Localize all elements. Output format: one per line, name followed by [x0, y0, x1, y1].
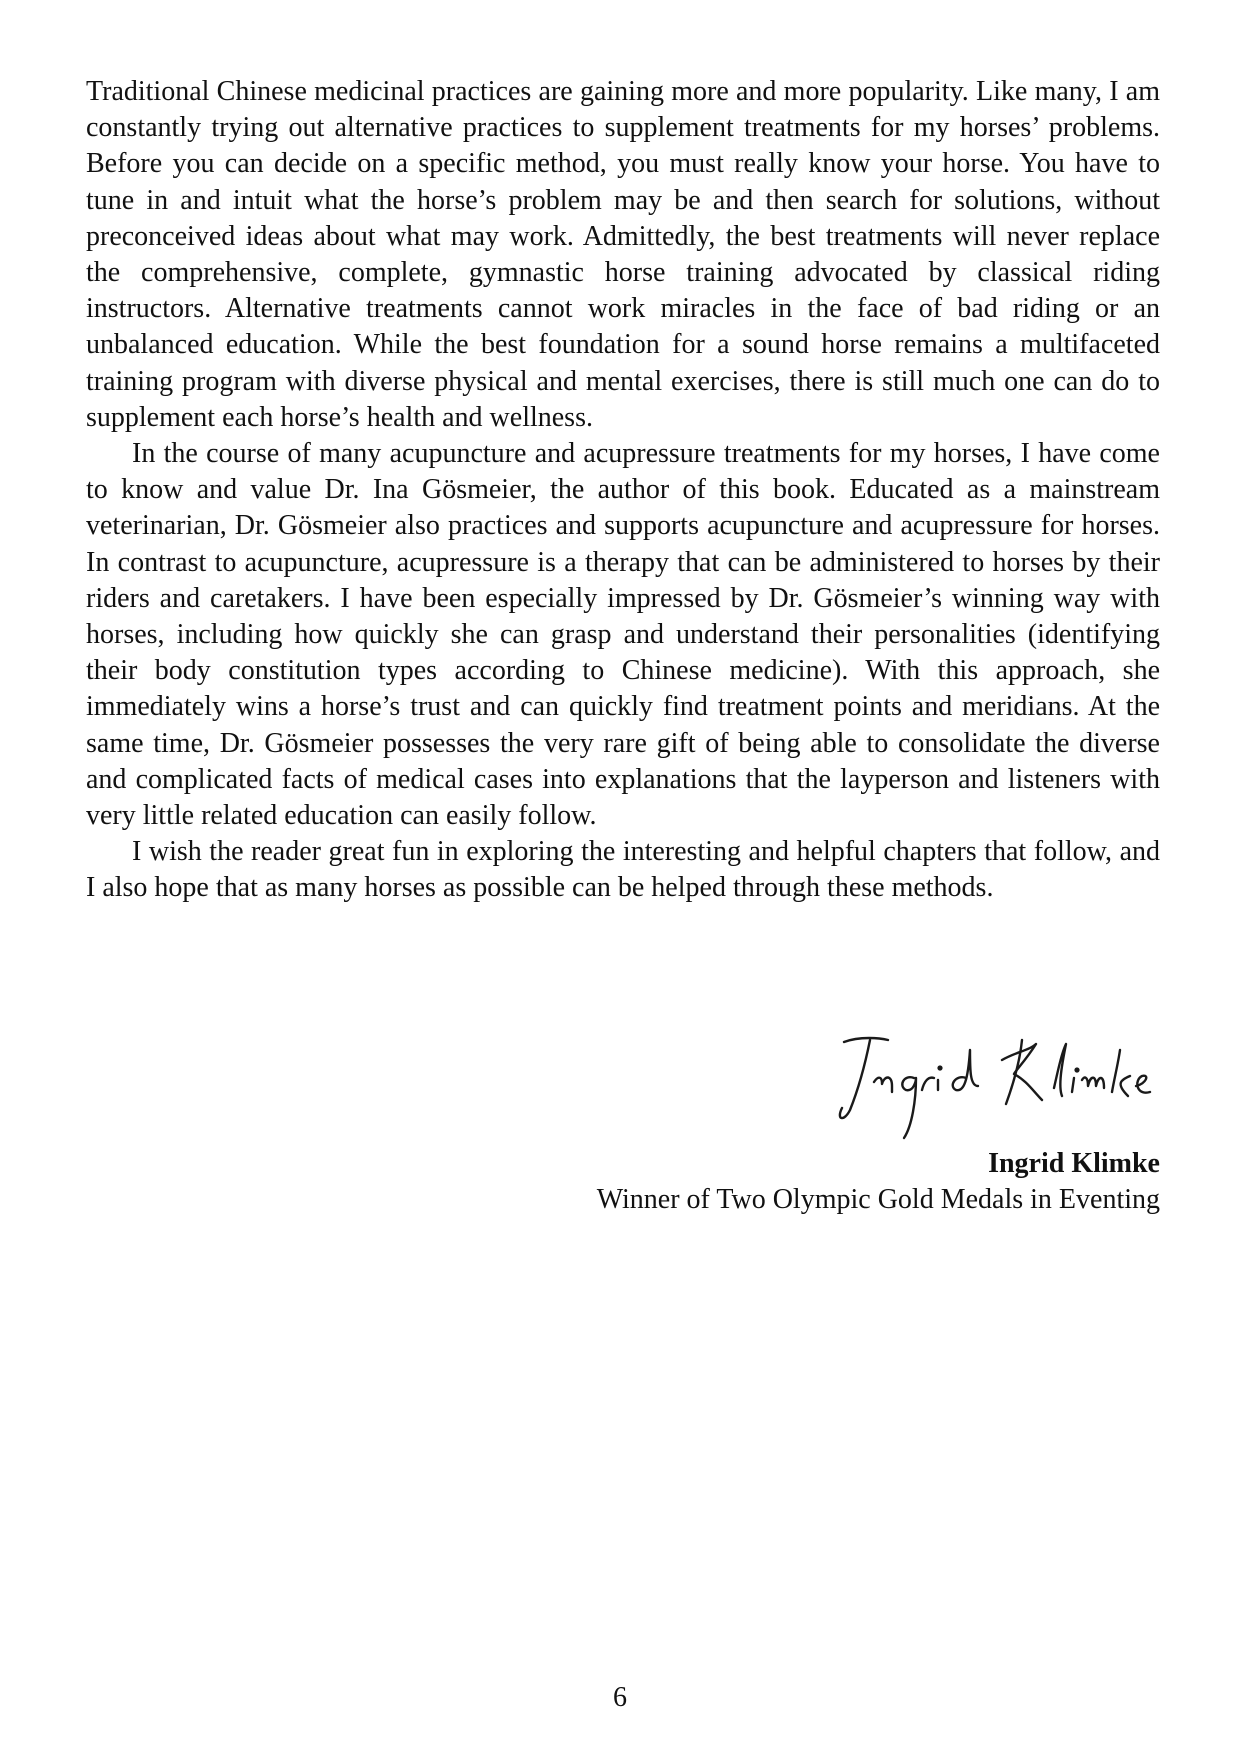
body-text [86, 74, 1160, 907]
paragraph-1: Traditional Chinese medicinal practices are gaining more and more popularity. Like many, I am constantly trying out alternative practices to supplement treatments for my horses’ problems. Before you can decide on a specific method, you must really know your horse. You have to tune in and intuit what the horse’s problem may be and then search for solutions, without preconceived ideas about what may work. Admittedly, the best treatments will never replace the comprehensive, complete, gymnastic horse training advocated by classical riding instructors. Alternative treatments cannot work miracles in the face of bad riding or an unbalanced education. While the best foundation for a sound horse remains a multifaceted training program with diverse physical and mental exercises, there is still much one can do to supplement each horse’s health and wellness. [86, 76, 1160, 433]
page-number: 6 [613, 1682, 627, 1713]
handwritten-signature [830, 1030, 1170, 1145]
signer-name: Ingrid Klimke [988, 1148, 1160, 1179]
signer-title: Winner of Two Olympic Gold Medals in Eventing [596, 1184, 1160, 1215]
paragraph-3: I wish the reader great fun in exploring the interesting and helpful chapters that follow, and I also hope that as many horses as possible can be helped through these methods. [86, 836, 1160, 904]
paragraph-2: In the course of many acupuncture and acupressure treatments for my horses, I have come to know and value Dr. Ina Gösmeier, the author of this book. Educated as a mainstream veterinarian, Dr. Gösmeier also practices and supports acupuncture and acupressure for horses. In contrast to acupuncture, acupressure is a therapy that can be administered to horses by their riders and caretakers. I have been especially impressed by Dr. Gösmeier’s winning way with horses, including how quickly she can grasp and understand their personalities (identifying their body constitution types according to Chinese medicine). With this approach, she immediately wins a horse’s trust and can quickly find treatment points and meridians. At the same time, Dr. Gösmeier possesses the very rare gift of being able to consolidate the diverse and complicated facts of medical cases into explanations that the layperson and listeners with very little related education can easily follow. [86, 438, 1160, 832]
